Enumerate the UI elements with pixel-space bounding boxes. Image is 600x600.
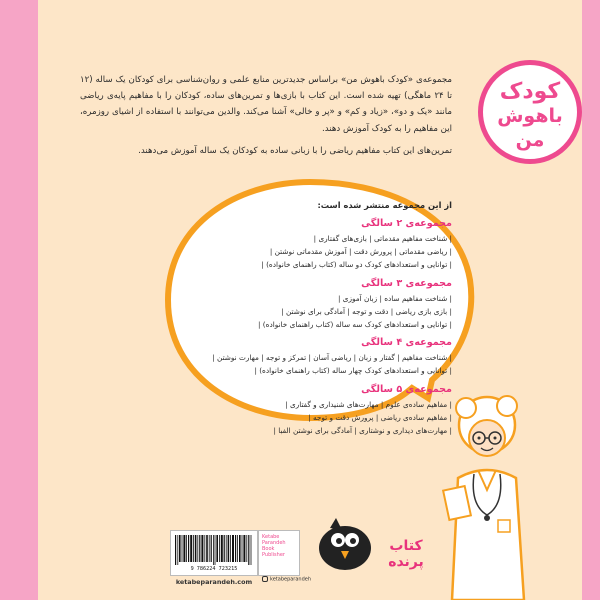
publisher-line-1: Ketabe xyxy=(262,534,280,540)
group-line: | توانایی و استعدادهای کودک سه ساله (کتاب راهنمای خانواده) | xyxy=(258,320,452,330)
series-logo-badge xyxy=(478,60,582,164)
group-line: | مهارت‌های دیداری و نوشتاری | آمادگی برای نوشتن الفبا | xyxy=(273,426,452,436)
group-line: | ریاضی مقدماتی | پرورش دقت | آموزش مقدماتی نوشتن | xyxy=(269,247,452,257)
publisher-line-3: Book xyxy=(262,546,275,552)
logo-line-2: باهوش xyxy=(497,105,563,127)
intro-paragraph-1: مجموعه‌ی «کودک باهوش من» براساس جدیدترین منابع علمی و روان‌شناسی برای کودکان یک ساله (۱۲ تا ۲۴ ماهگی) تهیه شده است. این کتاب با بازی‌ها و تمرین‌های ساده، کودکان را با مفاهیم پایه‌ی ریاضی مانند «یک و دو»، «زیاد و کم» و «پر و خالی» آشنا می‌کند. والدین می‌توانند با استفاده از اشیای روزمره، این مفاهیم را به کودک آموزش دهند. xyxy=(80,75,453,134)
instagram-icon xyxy=(262,576,268,582)
black-bird-mascot-icon xyxy=(319,518,371,570)
group-line: | شناخت مفاهیم ساده | زبان آموزی | xyxy=(337,293,452,303)
series-group-4-years xyxy=(196,337,452,377)
group-line: | شناخت مفاهیم مقدماتی | بازی‌های گفتاری | xyxy=(313,234,452,243)
logo-line-1: کودک xyxy=(499,79,561,104)
series-heading: از این مجموعه منتشر شده است: xyxy=(317,200,452,210)
social-handle[interactable] xyxy=(262,576,332,583)
group-line: | مفاهیم ساده‌ی ریاضی | پرورش دقت و توجه | xyxy=(308,412,452,422)
group-title: مجموعه‌ی ۳ سالگی xyxy=(361,277,452,289)
publisher-line-2: Parandeh xyxy=(262,540,286,546)
publisher-brand-wordmark: کتاب پرنده xyxy=(388,538,424,570)
group-line: | توانایی و استعدادهای کودک دو ساله (کتاب راهنمای خانواده) | xyxy=(261,260,452,270)
group-title: مجموعه‌ی ۵ سالگی xyxy=(361,383,452,395)
group-title: مجموعه‌ی ۲ سالگی xyxy=(361,218,452,229)
publisher-line-4: Publisher xyxy=(262,552,285,558)
group-line: | بازی بازی ریاضی | دقت و توجه | آمادگی برای نوشتن | xyxy=(281,306,452,316)
series-group-3-years xyxy=(196,278,452,332)
series-group-2-years xyxy=(196,218,452,272)
group-title: مجموعه‌ی ۴ سالگی xyxy=(361,337,452,349)
logo-line-3: من xyxy=(515,129,545,151)
barcode-icon xyxy=(175,535,253,565)
group-line: | توانایی و استعدادهای کودک چهار ساله (کتاب راهنمای خانواده) | xyxy=(254,366,452,376)
isbn-barcode xyxy=(170,530,258,576)
isbn-number: 9 786224 723215 xyxy=(190,566,238,572)
intro-text xyxy=(80,72,452,159)
publisher-name-box xyxy=(258,530,300,576)
published-series-list xyxy=(196,200,452,443)
grandmother-doctor-icon xyxy=(443,396,524,600)
publisher-website[interactable]: ketabeparandeh.com xyxy=(175,578,253,586)
social-handle-text: ketabeparandeh xyxy=(270,576,312,583)
group-line: | مفاهیم ساده‌ی علوم | مهارت‌های شنیداری و گفتاری | xyxy=(285,399,452,409)
group-line: | شناخت مفاهیم | گفتار و زبان | ریاضی آسان | تمرکز و توجه | مهارت نوشتن | xyxy=(212,353,452,363)
series-group-5-years xyxy=(196,384,452,438)
intro-paragraph-2: تمرین‌های این کتاب مفاهیم ریاضی را با زبانی ساده به کودکان یک ساله آموزش می‌دهند. xyxy=(138,145,452,156)
